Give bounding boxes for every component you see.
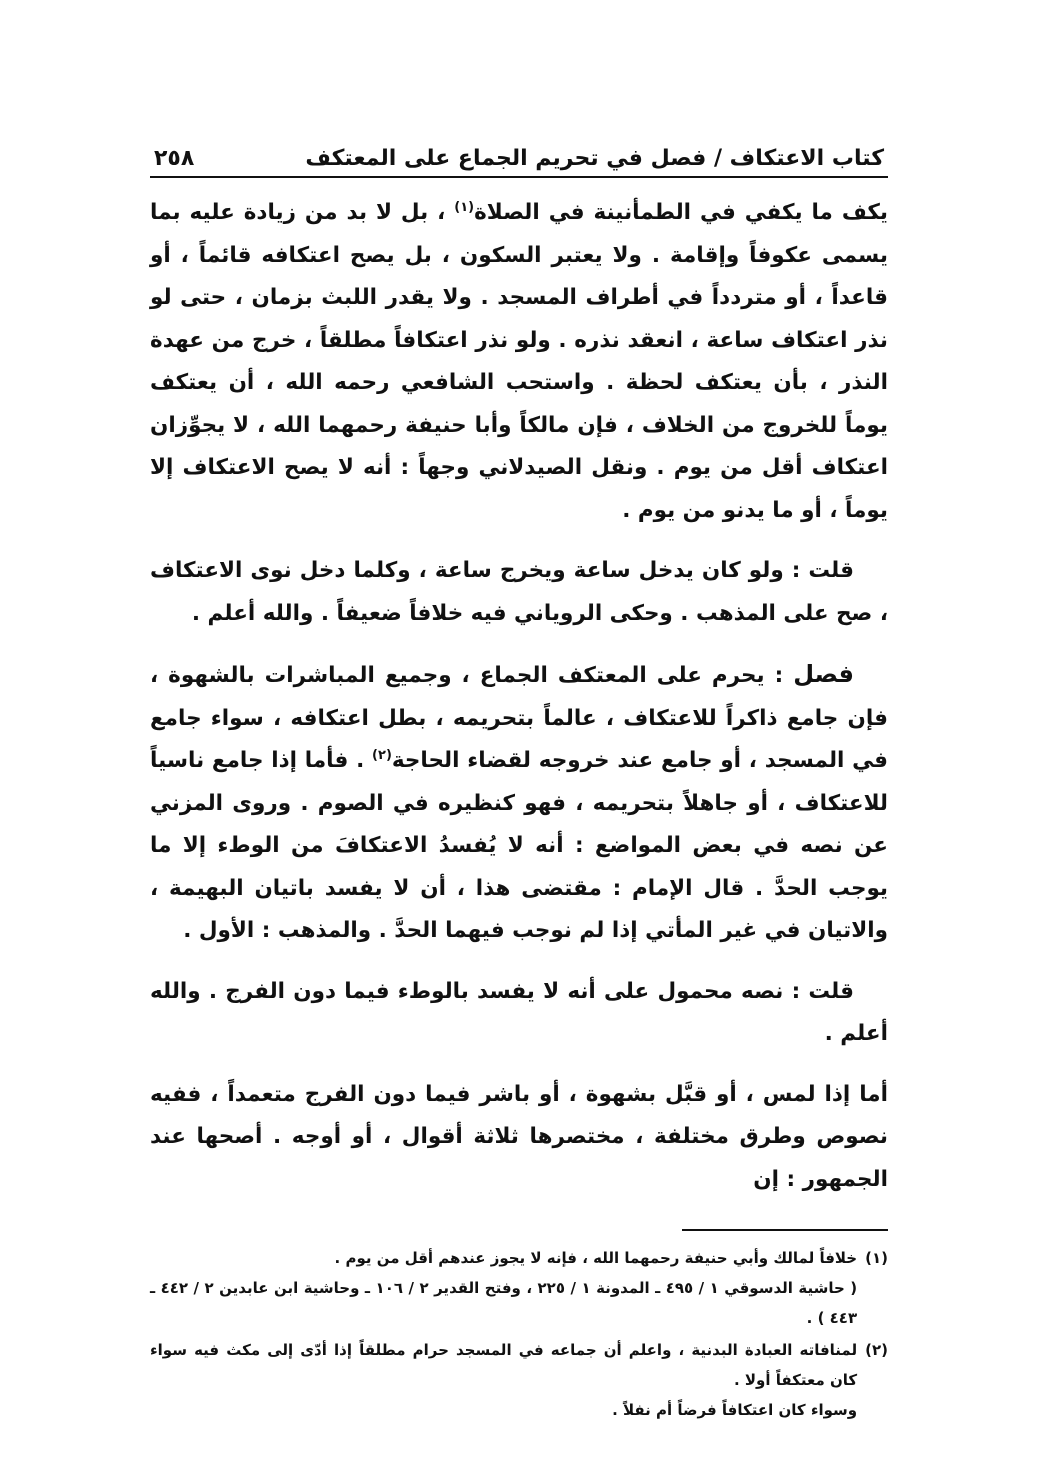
page-header <box>150 128 888 178</box>
paragraph-1-text-a: يكف ما يكفي في الطمأنينة في الصلاة <box>474 200 889 225</box>
footnote-separator <box>682 1229 888 1231</box>
main-text <box>150 192 888 1201</box>
footnote-1-line-2: ( حاشية الدسوقي ١ / ٤٩٥ ـ المدونة ١ / ٢٢٥ ، وفتح القدير ٢ / ١٠٦ ـ وحاشية ابن عابدين ٢ / ٤٤٢ ـ ٤٤٣ ) . <box>150 1279 858 1327</box>
footnotes <box>150 1243 888 1425</box>
paragraph-1-text-b: ، بل لا بد من زيادة عليه بما يسمى عكوفاً وإقامة . ولا يعتبر السكون ، بل يصح اعتكافه قائماً ، أو قاعداً ، أو متردداً في أطراف المسجد . ولا يقدر اللبث بزمان ، حتى لو نذر اعتكاف ساعة ، انعقد نذره . ولو نذر اعتكافاً مطلقاً ، خرج من عهدة النذر ، بأن يعتكف لحظة . واستحب الشافعي رحمه الله ، أن يعتكف يوماً للخروج من الخلاف ، فإن مالكاً وأبا حنيفة رحمهما الله ، لا يجوِّزان اعتكاف أقل من يوم . ونقل الصيدلاني وجهاً : أنه لا يصح الاعتكاف إلا يوماً ، أو ما يدنو من يوم . <box>150 200 888 523</box>
paragraph-3-text-a: : يحرم على المعتكف الجماع ، وجميع المباشرات بالشهوة ، فإن جامع ذاكراً للاعتكاف ، عالماً بتحريمه ، بطل اعتكافه ، سواء جامع في المسجد ، أو جامع عند خروجه لقضاء الحاجة <box>150 663 888 773</box>
paragraph-3-text-b: . فأما إذا جامع ناسياً للاعتكاف ، أو جاهلاً بتحريمه ، فهو كنظيره في الصوم . وروى المزني عن نصه في بعض المواضع : أنه لا يُفسدُ الاعتكافَ من الوطء إلا ما يوجب الحدَّ . قال الإمام : مقتضى هذا ، أن لا يفسد باتيان البهيمة ، والاتيان في غير المأتي إذا لم نوجب فيهما الحدَّ . والمذهب : الأول . <box>150 748 888 943</box>
paragraph-5: أما إذا لمس ، أو قبَّل بشهوة ، أو باشر فيما دون الفرج متعمداً ، ففيه نصوص وطرق مختلفة ، مختصرها ثلاثة أقوال ، أو أوجه . أصحها عند الجمهور : إن <box>150 1081 888 1192</box>
paragraph-3 <box>150 653 888 953</box>
footnote-ref-2[interactable]: (٢) <box>372 747 392 763</box>
footnote-1-number: (١) <box>865 1249 888 1267</box>
page <box>150 128 888 1427</box>
running-title: كتاب الاعتكاف / فصل في تحريم الجماع على المعتكف <box>305 145 884 171</box>
section-heading-fasl: فصل <box>793 660 854 688</box>
paragraph-2: قلت : ولو كان يدخل ساعة ويخرج ساعة ، وكلما دخل نوى الاعتكاف ، صح على المذهب . وحكى الروياني فيه خلافاً ضعيفاً . والله أعلم . <box>150 558 888 626</box>
paragraph-4: قلت : نصه محمول على أنه لا يفسد بالوطء فيما دون الفرج . والله أعلم . <box>150 978 888 1046</box>
footnote-2-number: (٢) <box>865 1341 888 1359</box>
footnote-2 <box>150 1335 888 1425</box>
footnote-2-line-2: وسواء كان اعتكافاً فرضاً أم نفلاً . <box>612 1401 858 1419</box>
footnote-2-body <box>150 1335 857 1425</box>
footnote-1 <box>150 1243 888 1333</box>
footnote-2-line-1: لمنافاته العبادة البدنية ، واعلم أن جماعه في المسجد حرام مطلقاً إذا أدّى إلى مكث فيه سواء كان معتكفاً أولا . <box>150 1341 858 1389</box>
footnote-ref-1[interactable]: (١) <box>454 199 475 215</box>
page-number: ٢٥٨ <box>154 145 195 171</box>
footnote-1-body <box>150 1243 857 1333</box>
footnote-1-line-1: خلافاً لمالك وأبي حنيفة رحمهما الله ، فإنه لا يجوز عندهم أقل من يوم . <box>334 1249 858 1267</box>
paragraph-1 <box>150 192 888 532</box>
